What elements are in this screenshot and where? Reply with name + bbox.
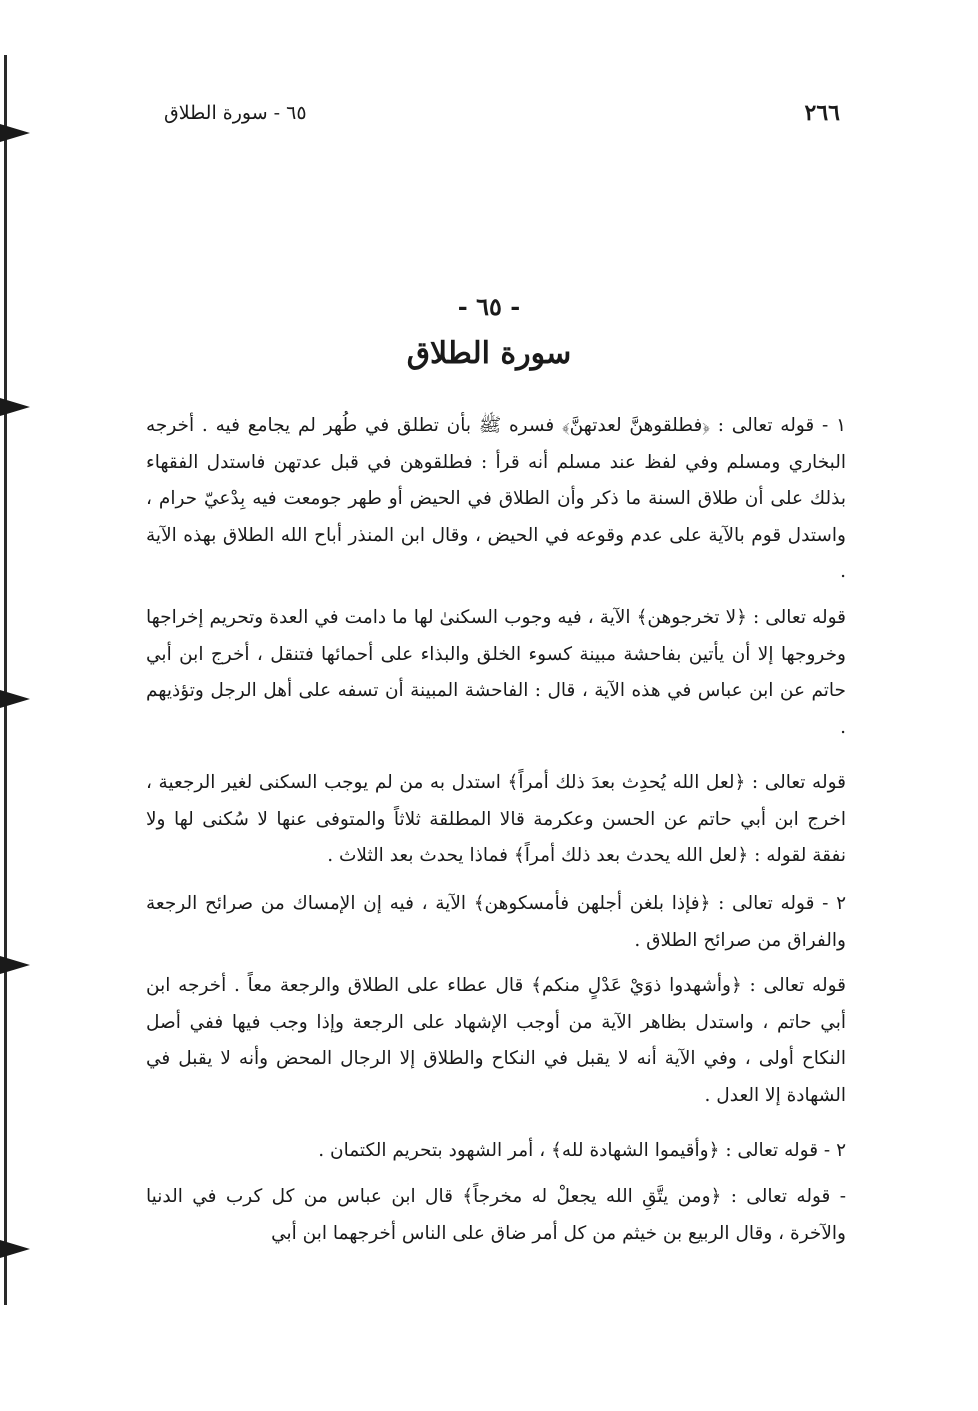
paragraph-text: ٢ - قوله تعالى : ﴿وأقيموا الشهادة لله﴾ ، أمر الشهود بتحريم الكتمان . bbox=[318, 1140, 846, 1161]
paragraph-7 bbox=[146, 1179, 846, 1252]
surah-title: سورة الطلاق bbox=[406, 336, 572, 371]
scan-marker-shape bbox=[0, 690, 30, 708]
surah-number: - ٦٥ - bbox=[457, 292, 521, 321]
paragraph-text: قوله تعالى : ﴿وأشهدوا ذوَيْ عَدْلٍ منكم﴾ قال عطاء على الطلاق والرجعة معاً . أخرجه ابن أبي حاتم ، واستدل بظاهر الآية من أوجب الإشهاد على الرجعة وإذا وجب فيها ففي أصل النكاح أولى ، وفي الآية أنه لا يقبل في النكاح والطلاق إلا الرجال المحض وأنه لا يقبل في الشهادة إلا العدل . bbox=[146, 975, 846, 1106]
paragraph-6 bbox=[146, 1133, 846, 1170]
paragraph-3 bbox=[146, 765, 846, 875]
scan-edge-line bbox=[4, 55, 7, 1305]
paragraph-5 bbox=[146, 968, 846, 1114]
scan-marker-shape bbox=[0, 956, 30, 974]
paragraph-text: ٢ - قوله تعالى : ﴿فإذا بلغن أجلهن فأمسكوهن﴾ الآية ، فيه إن الإمساك من صرائح الرجعة والفراق من صرائح الطلاق . bbox=[146, 893, 846, 951]
scan-marker-shape bbox=[0, 398, 30, 416]
page-number: ٢٦٦ bbox=[804, 100, 840, 126]
paragraph-2 bbox=[146, 600, 846, 746]
running-title: ٦٥ - سورة الطلاق bbox=[164, 102, 307, 124]
paragraph-text: - قوله تعالى : ﴿ومن يتَّقِ الله يجعلْ له مخرجاً﴾ قال ابن عباس من كل كرب في الدنيا والآخرة ، وقال الربيع بن خيثم من كل أمر ضاق على الناس أخرجهما ابن أبي bbox=[146, 1186, 846, 1244]
paragraph-text: ١ - قوله تعالى : ﴿فطلقوهنَّ لعدتهنَّ﴾ فسره ﷺ بأن تطلق في طُهر لم يجامع فيه . أخرجه البخاري ومسلم وفي لفظ عند مسلم أنه قرأ : فطلقوهن في قبل عدتهن فاستدل الفقهاء بذلك على أن طلاق السنة ما ذكر وأن الطلاق في الحيض أو طهر جومعت فيه بِدْعيّ حرام ، واستدل قوم بالآية على عدم وقوعه في الحيض ، وقال ابن المنذر أباح الله الطلاق بهذه الآية . bbox=[146, 415, 846, 582]
paragraph-1 bbox=[146, 408, 846, 591]
paragraph-4 bbox=[146, 886, 846, 959]
paragraph-text: قوله تعالى : ﴿لا تخرجوهن﴾ الآية ، فيه وجوب السكنىٰ لها ما دامت في العدة وتحريم إخراجها وخروجها إلا أن يأتين بفاحشة مبينة كسوء الخلق والبذاء على أحمائها فتنقل ، أخرج ابن أبي حاتم عن ابن عباس في هذه الآية ، قال : الفاحشة المبينة أن تسفه على أهل الرجل وتؤذيهم . bbox=[146, 607, 846, 738]
scan-marker-shape bbox=[0, 124, 30, 142]
paragraph-text: قوله تعالى : ﴿لعل الله يُحدِث بعدَ ذلك أمراً﴾ استدل به من لم يوجب السكنى لغير الرجعية ، اخرج ابن أبي حاتم عن الحسن وعكرمة قالا المطلقة ثلاثاً والمتوفى عنها لا سُكنى لها ولا نفقة لقوله : ﴿لعل الله يحدث بعد ذلك أمراً﴾ فماذا يحدث بعد الثلاث . bbox=[146, 772, 846, 866]
scan-marker-shape bbox=[0, 1240, 30, 1258]
running-header bbox=[140, 100, 840, 136]
